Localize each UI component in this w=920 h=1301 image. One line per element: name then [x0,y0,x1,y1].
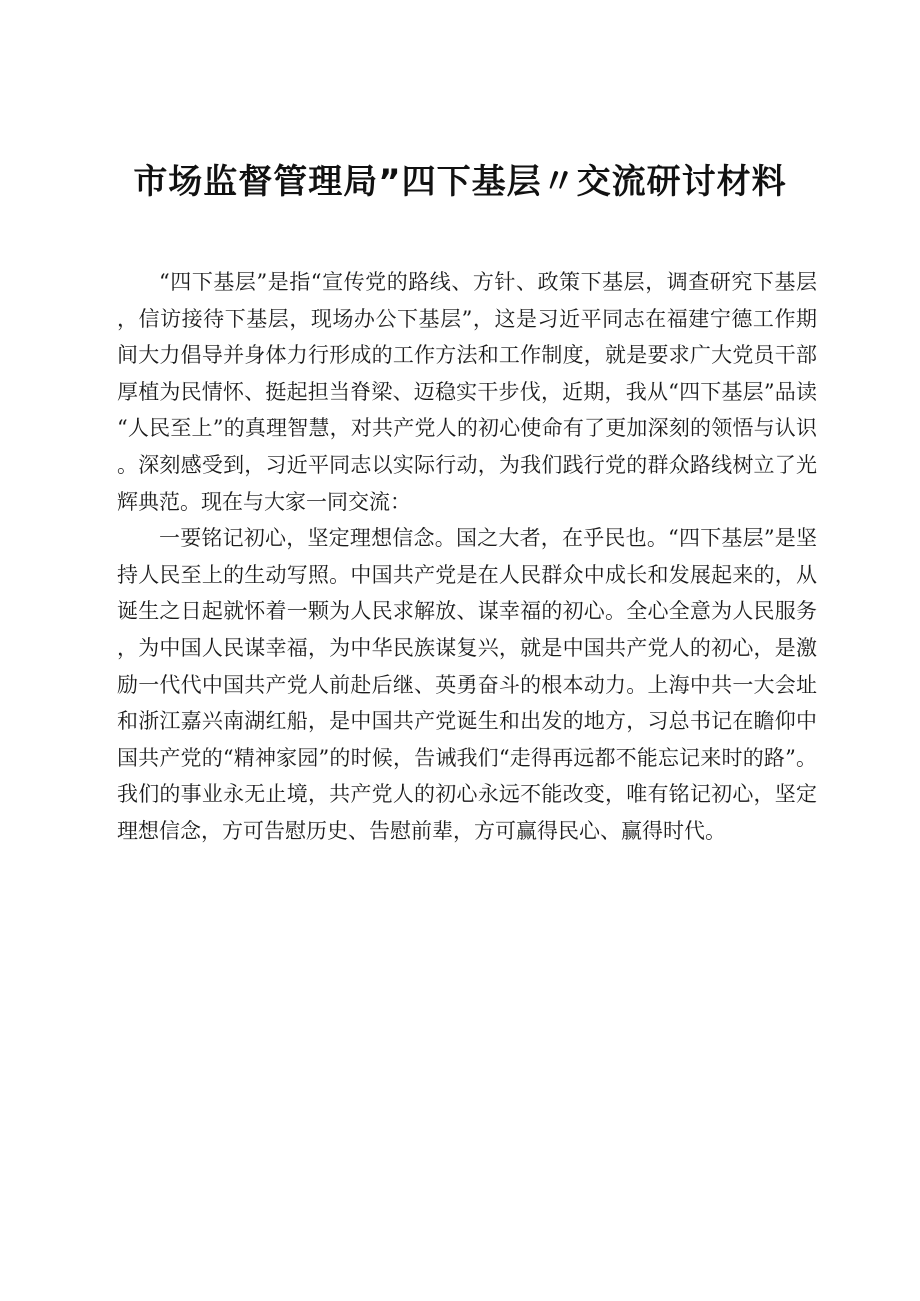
paragraph-intro: “四下基层”是指“宣传党的路线、方针、政策下基层，调查研究下基层，信访接待下基层，现场办公下基层”，这是习近平同志在福建宁德工作期间大力倡导并身体力行形成的工作方法和工作制度，就是要求广大党员干部厚植为民情怀、挺起担当脊梁、迈稳实干步伐，近期，我从“四下基层”品读“人民至上”的真理智慧，对共产党人的初心使命有了更加深刻的领悟与认识。深刻感受到，习近平同志以实际行动，为我们践行党的群众路线树立了光辉典范。现在与大家一同交流： [117,270,817,514]
document-body [117,264,817,850]
paragraph-point-one: 一要铭记初心，坚定理想信念。国之大者，在乎民也。“四下基层”是坚持人民至上的生动写照。中国共产党是在人民群众中成长和发展起来的，从诞生之日起就怀着一颗为人民求解放、谋幸福的初心。全心全意为人民服务，为中国人民谋幸福，为中华民族谋复兴，就是中国共产党人的初心，是激励一代代中国共产党人前赴后继、英勇奋斗的根本动力。上海中共一大会址和浙江嘉兴南湖红船，是中国共产党诞生和出发的地方，习总书记在瞻仰中国共产党的“精神家园”的时候，告诫我们“走得再远都不能忘记来时的路”。我们的事业永无止境，共产党人的初心永远不能改变，唯有铭记初心，坚定理想信念，方可告慰历史、告慰前辈，方可赢得民心、赢得时代。 [117,526,817,843]
document-title: 市场监督管理局”四下基层〃交流研讨材料 [133,162,787,202]
